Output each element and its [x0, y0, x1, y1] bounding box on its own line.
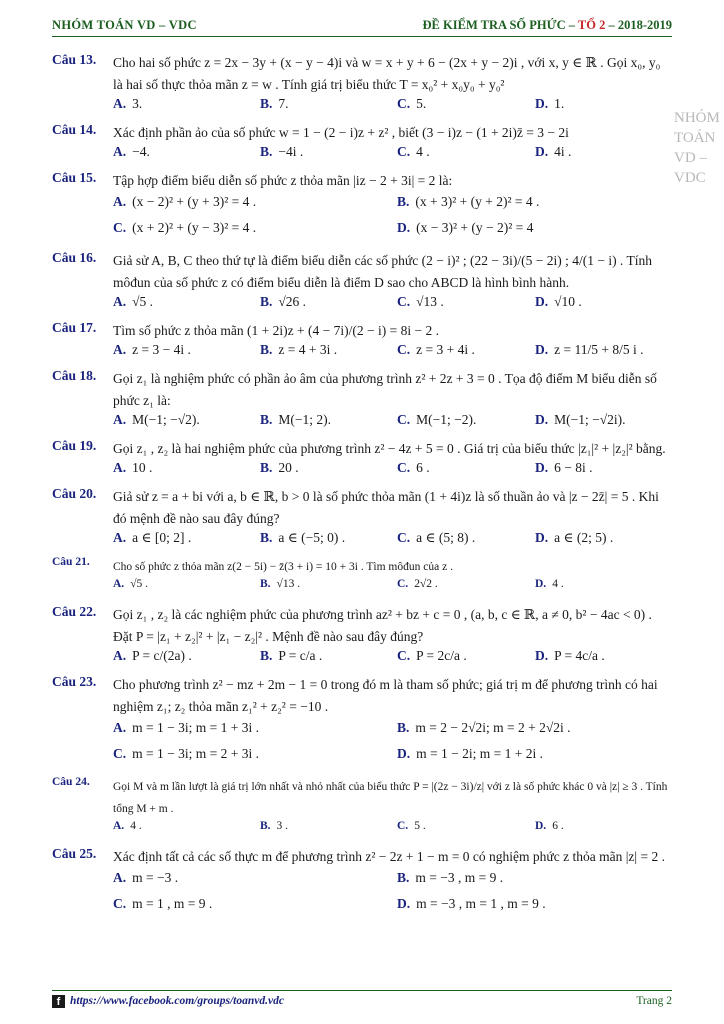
question-list	[52, 52, 672, 926]
page-footer	[52, 990, 672, 1013]
answer-options	[113, 578, 672, 598]
group-link[interactable]: https://www.facebook.com/groups/toanvd.vdc	[70, 995, 284, 1007]
option-b[interactable]: B. z = 4 + 3i .	[260, 342, 338, 357]
option-d[interactable]: D. 1.	[535, 96, 565, 111]
question	[52, 486, 672, 550]
option-d[interactable]: D. √10 .	[535, 294, 582, 309]
option-a[interactable]: A. 4 .	[113, 820, 142, 832]
option-d[interactable]: D. 4 .	[535, 578, 564, 590]
option-a[interactable]: A. m = −3 .	[113, 870, 179, 885]
option-a[interactable]: A. √5 .	[113, 294, 154, 309]
option-c[interactable]: C. m = 1 , m = 9 .	[113, 896, 213, 911]
facebook-icon: f	[52, 995, 65, 1008]
option-b[interactable]: B. M(−1; 2).	[260, 412, 331, 427]
page-header	[52, 14, 672, 37]
answer-options	[113, 192, 672, 218]
question-number: Câu 24.	[52, 776, 90, 788]
question-number: Câu 25.	[52, 846, 97, 861]
question	[52, 438, 672, 480]
question-text: Gọi z₁ , z₂ là các nghiệm phức của phương trình az² + bz + c = 0 , (a, b, c ∈ ℝ, a ≠ 0, b² − 4ac < 0) . Đặt P = |z₁ + z₂|² + |z₁ − z₂|² . Mệnh đề nào sau đây đúng?	[113, 607, 652, 644]
question-number: Câu 21.	[52, 556, 90, 568]
question-text: Xác định phần ảo của số phức w = 1 − (2 − i)z + z² , biết (3 − i)z − (1 + 2i)z̄ = 3 − 2i	[113, 125, 569, 140]
question	[52, 122, 672, 164]
option-b[interactable]: B. (x + 3)² + (y + 2)² = 4 .	[397, 194, 540, 209]
option-c[interactable]: C. z = 3 + 4i .	[397, 342, 475, 357]
option-a[interactable]: A. M(−1; −√2).	[113, 412, 200, 427]
option-c[interactable]: C. P = 2c/a .	[397, 648, 467, 663]
question-number: Câu 13.	[52, 52, 97, 67]
answer-options	[113, 744, 672, 770]
question-number: Câu 18.	[52, 368, 97, 383]
answer-options	[113, 342, 672, 362]
question	[52, 368, 672, 432]
option-c[interactable]: C. M(−1; −2).	[397, 412, 477, 427]
option-c[interactable]: C. 4 .	[397, 144, 430, 159]
option-d[interactable]: D. 6 − 8i .	[535, 460, 593, 475]
question	[52, 250, 672, 314]
question-number: Câu 23.	[52, 674, 97, 689]
question-number: Câu 22.	[52, 604, 97, 619]
option-c[interactable]: C. 2√2 .	[397, 578, 438, 590]
option-b[interactable]: B. 7.	[260, 96, 289, 111]
option-c[interactable]: C. 5 .	[397, 820, 426, 832]
answer-options	[113, 894, 672, 920]
question-text: Cho phương trình z² − mz + 2m − 1 = 0 trong đó m là tham số phức; giá trị m để phương trình có hai nghiệm z₁; z₂ thỏa mãn z₁² + z₂² = −10 .	[113, 677, 658, 714]
question-text: Cho số phức z thỏa mãn z(2 − 5i) − z̄(3 + i) = 10 + 3i . Tìm môđun của z .	[113, 561, 453, 573]
question	[52, 846, 672, 920]
option-c[interactable]: C. 5.	[397, 96, 427, 111]
option-a[interactable]: A. √5 .	[113, 578, 148, 590]
option-c[interactable]: C. 6 .	[397, 460, 430, 475]
answer-options	[113, 144, 672, 164]
option-d[interactable]: D. M(−1; −√2i).	[535, 412, 626, 427]
answer-options	[113, 820, 672, 840]
question-text: Gọi M và m lần lượt là giá trị lớn nhất và nhỏ nhất của biểu thức P = |(2z − 3i)/z| với z là số phức khác 0 và |z| ≥ 3 . Tính tổng M + m .	[113, 781, 668, 815]
question-text: Xác định tất cả các số thực m để phương trình z² − 2z + 1 − m = 0 có nghiệm phức z thỏa mãn |z| = 2 .	[113, 849, 665, 864]
option-d[interactable]: D. (x − 3)² + (y − 2)² = 4	[397, 220, 534, 235]
answer-options	[113, 648, 672, 668]
option-b[interactable]: B. √13 .	[260, 578, 301, 590]
option-c[interactable]: C. m = 1 − 3i; m = 2 + 3i .	[113, 746, 259, 761]
question-number: Câu 16.	[52, 250, 97, 265]
answer-options	[113, 460, 672, 480]
answer-options	[113, 530, 672, 550]
option-b[interactable]: B. 3 .	[260, 820, 289, 832]
answer-options	[113, 718, 672, 744]
question-text: Giả sử A, B, C theo thứ tự là điểm biểu diễn các số phức (2 − i)² ; (22 − 3i)/(5 − 2i) ; 4/(1 − i) . Tính môđun của số phức z có điểm biểu diễn là điểm D sao cho ABCD là hình bình hành.	[113, 253, 652, 290]
option-a[interactable]: A. z = 3 − 4i .	[113, 342, 191, 357]
answer-options	[113, 96, 672, 116]
option-a[interactable]: A. P = c/(2a) .	[113, 648, 192, 663]
question-text: Tập hợp điểm biểu diễn số phức z thỏa mãn |iz − 2 + 3i| = 2 là:	[113, 173, 453, 188]
option-a[interactable]: A. a ∈ [0; 2] .	[113, 530, 192, 545]
option-c[interactable]: C. a ∈ (5; 8) .	[397, 530, 476, 545]
answer-options	[113, 218, 672, 244]
question-text: Gọi z₁ là nghiệm phức có phần ảo âm của phương trình z² + 2z + 3 = 0 . Tọa độ điểm M biểu diễn số phức z₁ là:	[113, 371, 657, 408]
option-a[interactable]: A. (x − 2)² + (y + 3)² = 4 .	[113, 194, 257, 209]
option-b[interactable]: B. −4i .	[260, 144, 304, 159]
exam-group: TỔ 2	[577, 18, 606, 32]
question	[52, 674, 672, 770]
answer-options	[113, 294, 672, 314]
option-d[interactable]: D. P = 4c/a .	[535, 648, 605, 663]
option-b[interactable]: B. √26 .	[260, 294, 307, 309]
question	[52, 604, 672, 668]
question-text: Cho hai số phức z = 2x − 3y + (x − y − 4)i và w = x + y + 6 − (2x + y − 2)i , với x, y ∈ ℝ . Gọi x₀, y₀ là hai số thực thỏa mãn z = w . Tính giá trị biểu thức T = x₀² + x₀y₀ + y₀²	[113, 55, 661, 92]
option-a[interactable]: A. 10 .	[113, 460, 153, 475]
question-number: Câu 14.	[52, 122, 97, 137]
option-a[interactable]: A. 3.	[113, 96, 143, 111]
question-text: Giả sử z = a + bi với a, b ∈ ℝ, b > 0 là số phức thỏa mãn (1 + 4i)z là số thuần ảo và |z − 2z̄| = 5 . Khi đó mệnh đề nào sau đây đúng?	[113, 489, 659, 526]
option-b[interactable]: B. m = 2 − 2√2i; m = 2 + 2√2i .	[397, 720, 571, 735]
answer-options	[113, 868, 672, 894]
question-number: Câu 17.	[52, 320, 97, 335]
question-text: Gọi z₁ , z₂ là hai nghiệm phức của phương trình z² − 4z + 5 = 0 . Giá trị của biểu thức |z₁|² + |z₂|² bằng.	[113, 441, 666, 456]
option-c[interactable]: C. √13 .	[397, 294, 444, 309]
question-number: Câu 20.	[52, 486, 97, 501]
option-c[interactable]: C. (x + 2)² + (y − 3)² = 4 .	[113, 220, 257, 235]
watermark: NHÓM TOÁN VD – VDC	[674, 110, 720, 186]
question	[52, 170, 672, 244]
option-b[interactable]: B. P = c/a .	[260, 648, 323, 663]
group-name: NHÓM TOÁN VD – VDC	[52, 18, 197, 32]
question	[52, 52, 672, 116]
question-text: Tìm số phức z thỏa mãn (1 + 2i)z + (4 − 7i)/(2 − i) = 8i − 2 .	[113, 323, 439, 338]
option-b[interactable]: B. 20 .	[260, 460, 299, 475]
option-a[interactable]: A. m = 1 − 3i; m = 1 + 3i .	[113, 720, 259, 735]
question	[52, 776, 672, 840]
option-a[interactable]: A. −4.	[113, 144, 150, 159]
question	[52, 320, 672, 362]
option-d[interactable]: D. m = −3 , m = 1 , m = 9 .	[397, 896, 546, 911]
option-d[interactable]: D. m = 1 − 2i; m = 1 + 2i .	[397, 746, 543, 761]
page-number: Trang 2	[636, 995, 672, 1007]
answer-options	[113, 412, 672, 432]
option-d[interactable]: D. 4i .	[535, 144, 572, 159]
option-d[interactable]: D. 6 .	[535, 820, 564, 832]
question-number: Câu 15.	[52, 170, 97, 185]
exam-title: ĐỀ KIỂM TRA SỐ PHỨC – TỔ 2 – 2018-2019	[422, 18, 672, 32]
option-b[interactable]: B. a ∈ (−5; 0) .	[260, 530, 346, 545]
question-number: Câu 19.	[52, 438, 97, 453]
option-b[interactable]: B. m = −3 , m = 9 .	[397, 870, 504, 885]
option-d[interactable]: D. z = 11/5 + 8/5 i .	[535, 342, 644, 357]
question	[52, 556, 672, 598]
option-d[interactable]: D. a ∈ (2; 5) .	[535, 530, 614, 545]
